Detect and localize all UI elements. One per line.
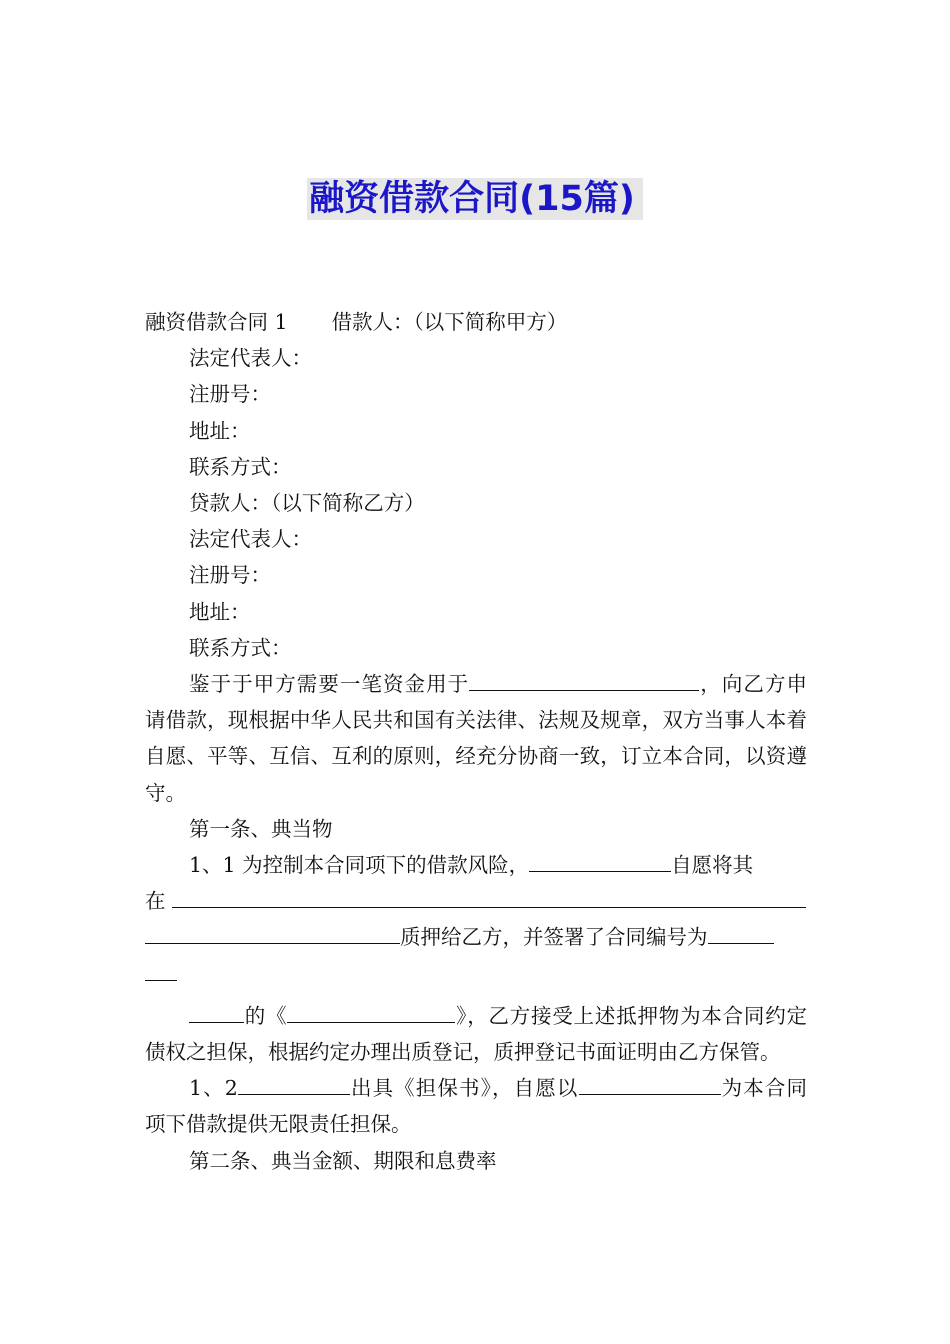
lender-label: 贷款人：（以下简称乙方）: [189, 491, 425, 516]
borrower-field: 联系方式：: [189, 454, 292, 479]
blank-line: [145, 960, 177, 981]
clause-1-1-line: 质押给乙方，并签署了合同编号为: [145, 919, 807, 955]
document-title: 融资借款合同(15篇): [307, 178, 643, 220]
article-heading: 第二条、典当金额、期限和息费率: [189, 1148, 497, 1173]
lender-field: 注册号：: [189, 563, 271, 588]
blank-line: [189, 1002, 244, 1023]
lender-field: 地址：: [189, 599, 251, 624]
borrower-label: 借款人：（以下简称甲方）: [331, 310, 568, 334]
article-heading: 第一条、典当物: [189, 816, 333, 841]
borrower-field: 法定代表人：: [189, 346, 312, 371]
blank-line: [172, 887, 806, 908]
blank-line: [145, 923, 400, 944]
clause-1-1-line: [145, 956, 807, 992]
preamble-paragraph: 鉴于于甲方需要一笔资金用于 ，向乙方申请借款，现根据中华人民共和国有关法律、法规及规章，双方当事人本着自愿、平等、互信、互利的原则，经充分协商一致，订立本合同，以资遵守。: [145, 672, 808, 805]
blank-line: [708, 923, 774, 944]
blank-line: [579, 1074, 721, 1095]
clause-1-1: 1、1 为控制本合同项下的借款风险， 自愿将其: [189, 853, 754, 878]
borrower-field: 地址：: [189, 418, 251, 443]
blank-line: [238, 1074, 350, 1095]
blank-line: [469, 670, 699, 691]
blank-line: [287, 1002, 455, 1023]
clause-1-1-continued: 的《 》，乙方接受上述抵押物为本合同约定债权之担保，根据约定办理出质登记，质押登记书面证明由乙方保管。: [145, 1003, 808, 1065]
lender-field: 联系方式：: [189, 635, 292, 660]
blank-line: [529, 851, 671, 872]
borrower-field: 注册号：: [189, 382, 271, 407]
document-body: [145, 304, 807, 1179]
clause-1-1-line: 在: [145, 883, 807, 919]
contract-number: 融资借款合同 1: [145, 310, 288, 334]
lender-field: 法定代表人：: [189, 527, 312, 552]
contract-header-line: [145, 304, 807, 340]
clause-1-2: 1、2 出具《担保书》，自愿以 为本合同项下借款提供无限责任担保。: [145, 1076, 807, 1137]
